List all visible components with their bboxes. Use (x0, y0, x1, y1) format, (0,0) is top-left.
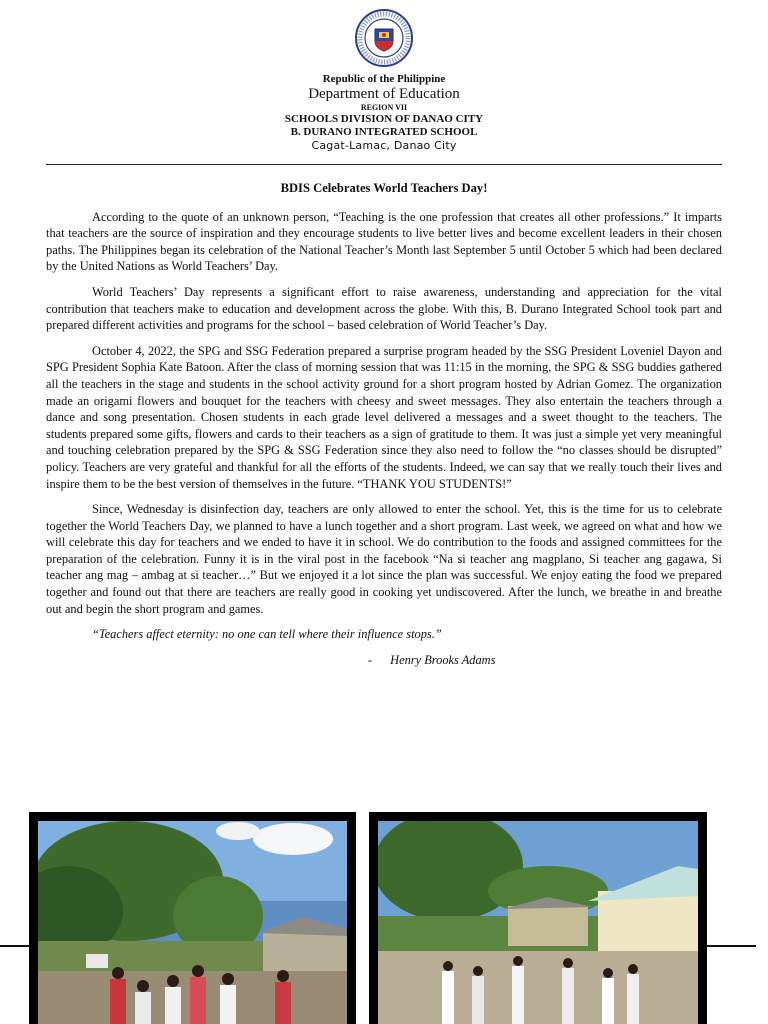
deped-seal-icon (348, 8, 420, 68)
footer-line-left (0, 945, 32, 947)
school-address: Cagat-Lamac, Danao City (311, 139, 457, 152)
paragraph-3: October 4, 2022, the SPG and SSG Federation prepared a surprise program headed by the SSG President Loveniel Dayon and SPG President Sophia Kate Batoon. After the class of morning session that was 11:15 in the morning, the SPG & SSG buddies gathered all the teachers in the stage and students in the school activity ground for a short program hosted by Adrian Gomez. The organization made an origami flowers and bouquet for the teachers with cheesy and sweet messages. They also entertain the teachers through a dance and song presentation. Chosen students in each grade level delivered a messages and a sweet thought to the teachers. The students prepared some gifts, flowers and cards to their teachers as a sign of gratitude to them. It was just a simple yet very meaningful and touching celebration prepared by the SPG & SSG Federation since they also need to follow the “no classes should be disrupted” policy. Teachers are very grateful and thankful for all the efforts of the students. Indeed, we can say that we really touch their lives and inspire them to be the best version of themselves in the future. “THANK YOU STUDENTS!” (46, 343, 722, 491)
header-divider (46, 164, 722, 165)
department-name: Department of Education (308, 86, 460, 102)
photo-right (369, 812, 707, 1024)
paragraph-4: Since, Wednesday is disinfection day, teachers are only allowed to enter the school. Yet, this is the time for us to celebrate together the World Teachers Day, we planned to have a lunch together and a short program. Last week, we agreed on what and how we will celebrate this day for teachers and we ended to have it in school. We do contribution to the foods and assigned committees for the preparation of the celebration. Funny it is in the viral post in the facebook “Na si teacher ang magplano, Si teacher ang gagawa, Si teacher ang mag – ambag at si teacher…” But we enjoyed it a lot since the plan was successful. We enjoy eating the food we prepared together and found out that there are teachers are really good in cooking yet undiscovered. After the lunch, we breathe in and breathe out and begin the short program and games. (46, 502, 722, 616)
celebration-photo-right (378, 821, 698, 1024)
attribution-dash: - (368, 652, 373, 667)
article-title: BDIS Celebrates World Teachers Day! (280, 181, 488, 195)
school-name: B. DURANO INTEGRATED SCHOOL (290, 126, 478, 138)
article (46, 180, 722, 668)
region-line: REGION VII (360, 103, 408, 112)
division-line: SCHOOLS DIVISION OF DANAO CITY (284, 113, 484, 125)
quote-author: Henry Brooks Adams (390, 652, 496, 667)
photo-left (29, 812, 356, 1024)
closing-quote: “Teachers affect eternity: no one can tell where their influence stops.” (92, 627, 442, 642)
footer-line-right (706, 945, 756, 947)
celebration-photo-left (38, 821, 347, 1024)
letterhead (0, 8, 768, 152)
paragraph-1: According to the quote of an unknown person, “Teaching is the one profession that creates all other professions.” It imparts that teachers are the source of inspiration and they encourage students to live better lives and become excellent leaders in their chosen paths. The Philippines began its celebration of the National Teacher’s Month last September 5 until October 5 which had been declared by the United Nations as World Teachers’ Day. (46, 209, 722, 274)
quote-attribution (368, 652, 722, 669)
republic-line: Republic of the Philippine (322, 73, 446, 85)
paragraph-2: World Teachers’ Day represents a significant effort to raise awareness, understanding and appreciation for the vital contribution that teachers make to education and development across the globe. With this, B. Durano Integrated School took part and prepared different activities and programs for the school – based celebration of World Teacher’s Day. (46, 284, 722, 333)
